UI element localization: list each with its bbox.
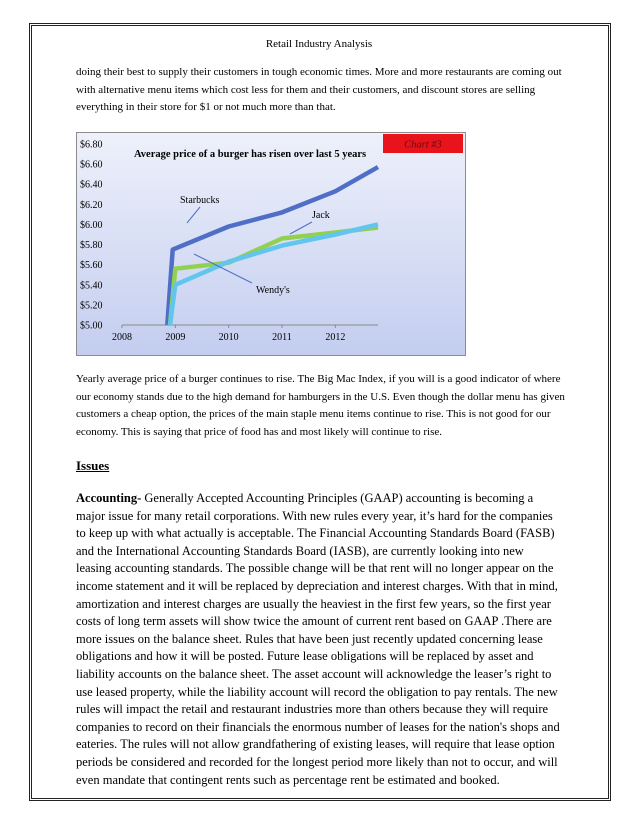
y-tick-label: $5.20 xyxy=(80,300,103,312)
x-tick-label: 2009 xyxy=(165,332,186,343)
x-tick-label: 2008 xyxy=(112,332,132,343)
y-tick-label: $5.60 xyxy=(80,260,103,272)
issues-heading: Issues xyxy=(76,458,110,473)
accounting-lead: Accounting- xyxy=(76,491,142,505)
accounting-paragraph xyxy=(76,490,562,789)
x-tick-label: 2012 xyxy=(325,332,346,343)
accounting-text: Generally Accepted Accounting Principles (GAAP) accounting is becoming a major issue for many retail corporations. With new rules every year, it’s hard for the companies to keep up with what actually is acceptable. The Financial Accounting Standards Board (FASB) and the International Accounting Standards Board (IASB), are currently looking into new leasing accounting standards. The possible change will be that rent will no longer appear on the income statement and it will be replaced by depreciation and interest charges. With that in mind, amortization and interest charges are usually the heaviest in the first few years, so the first year costs of long term assets will show twice the amount of current rent based on GAAP .There are more issues on the balance sheet. Rules that have been just recently updated concerning lease obligations and how it will be posted. Future lease obligations will be replaced by asset and liability accounts on the balance sheet. The asset account will acknowledge the leaser’s right to use leased property, while the liability account will record the obligation to pay rentals. The new rules will impact the retail and restaurant industries more than others because they will require companies to record on their financials the enormous number of leases for the nation's shops and eateries. The rules will not allow grandfathering of existing leases, will require that lease option periods be considered and recorded for the longest period more likely than not to occur, and will even mandate that contingent rents such as percentage rent be estimated and booked. xyxy=(76,491,560,787)
series-label-wendys: Wendy's xyxy=(256,285,290,296)
y-tick-label: $5.80 xyxy=(80,240,103,252)
y-tick-label: $6.40 xyxy=(80,179,103,191)
x-tick-label: 2011 xyxy=(272,332,292,343)
chart-svg xyxy=(76,132,466,356)
chart-title: Average price of a burger has risen over last 5 years xyxy=(134,149,367,160)
x-tick-label: 2010 xyxy=(218,332,239,343)
intro-text: doing their best to supply their customers in tough economic times. More and more restaurants are coming out with alternative menu items which cost less for them and their customers, and discount stores are selling everything in their store for $1 or not much more than that. xyxy=(76,66,562,113)
y-tick-label: $6.60 xyxy=(80,159,103,171)
y-tick-label: $6.20 xyxy=(80,199,103,211)
y-tick-label: $6.80 xyxy=(80,139,103,151)
burger-price-chart xyxy=(76,132,466,356)
y-tick-label: $5.40 xyxy=(80,280,103,292)
chart-commentary xyxy=(76,371,576,441)
accounting-section xyxy=(76,490,562,789)
chart-badge-label: Chart #3 xyxy=(404,139,442,151)
commentary-text: Yearly average price of a burger continues to rise. The Big Mac Index, if you will is a good indicator of where our economy stands due to the high demand for hamburgers in the U.S. Even though the dollar menu has given customers a cheap option, the prices of the main staple menu items continue to rise. This is not good for our economy. This is saying that price of food has and most likely will continue to rise. xyxy=(76,373,565,438)
intro-paragraph xyxy=(76,64,576,117)
page-header: Retail Industry Analysis xyxy=(265,38,373,50)
y-tick-label: $5.00 xyxy=(80,320,103,332)
y-tick-label: $6.00 xyxy=(80,219,103,231)
series-label-starbucks: Starbucks xyxy=(180,195,220,206)
series-label-jack: Jack xyxy=(312,210,330,221)
